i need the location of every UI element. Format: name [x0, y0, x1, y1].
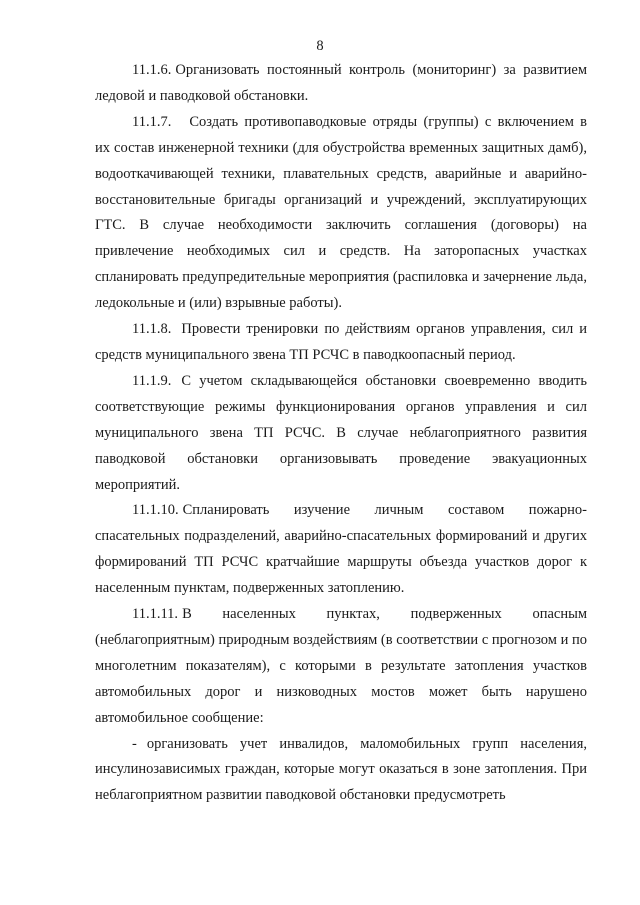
paragraph-number: 11.1.7.	[132, 113, 172, 130]
list-item-dash	[95, 732, 587, 810]
paragraph-number: 11.1.9.	[132, 372, 172, 389]
paragraph-11-1-11	[95, 602, 587, 732]
paragraph-11-1-10	[95, 498, 587, 602]
paragraph-11-1-7	[95, 110, 587, 317]
paragraph-text: организовать учет инвалидов, маломобильных групп населения, инсулинозависимых граждан, которые могут оказаться в зоне затопления. При неблагоприятном развитии паводковой обстановки предусмотреть	[95, 735, 587, 804]
paragraph-text: Провести тренировки по действиям органов управления, сил и средств муниципального звена ТП РСЧС в паводкоопасный период.	[95, 321, 587, 363]
paragraph-11-1-8	[95, 317, 587, 369]
document-body	[95, 58, 587, 809]
paragraph-number: 11.1.10.	[132, 502, 179, 519]
paragraph-text: Организовать постоянный контроль (мониторинг) за развитием ледовой и паводковой обстановки.	[95, 62, 587, 104]
list-bullet: -	[132, 735, 137, 752]
paragraph-text: С учетом складывающейся обстановки своевременно вводить соответствующие режимы функционирования органов управления и сил муниципального звена ТП РСЧС. В случае неблагоприятного развития паводковой обстановки организовывать проведение эвакуационных мероприятий.	[95, 372, 587, 493]
page-number: 8	[316, 38, 324, 54]
paragraph-number: 11.1.11.	[132, 606, 179, 623]
paragraph-text: В населенных пунктах, подверженных опасным (неблагоприятным) природным воздействиям (в соответствии с прогнозом и по многолетним показателям), с которыми в результате затопления участков автомобильных дорог и низководных мостов может быть нарушено автомобильное сообщение:	[95, 606, 587, 726]
paragraph-number: 11.1.6.	[132, 62, 172, 78]
paragraph-number: 11.1.8.	[132, 321, 172, 338]
paragraph-text: Создать противопаводковые отряды (группы) с включением в их состав инженерной техники (для обустройства временных защитных дамб), водооткачивающей техники, плавательных средств, аварийные и аварийно-восстановительные бригады организаций и учреждений, эксплуатирующих ГТС. В случае необходимости заключить соглашения (договоры) на привлечение необходимых сил и средств. На заторопасных участках спланировать предупредительные мероприятия (распиловка и зачернение льда, ледокольные и (или) взрывные работы).	[95, 113, 587, 312]
paragraph-11-1-9	[95, 369, 587, 499]
paragraph-text: Спланировать изучение личным составом пожарно-спасательных подразделений, аварийно-спасательных формирований и других формирований ТП РСЧС кратчайшие маршруты объезда участков дорог к населенным пунктам, подверженных затоплению.	[95, 502, 587, 597]
paragraph-11-1-6	[95, 58, 587, 110]
